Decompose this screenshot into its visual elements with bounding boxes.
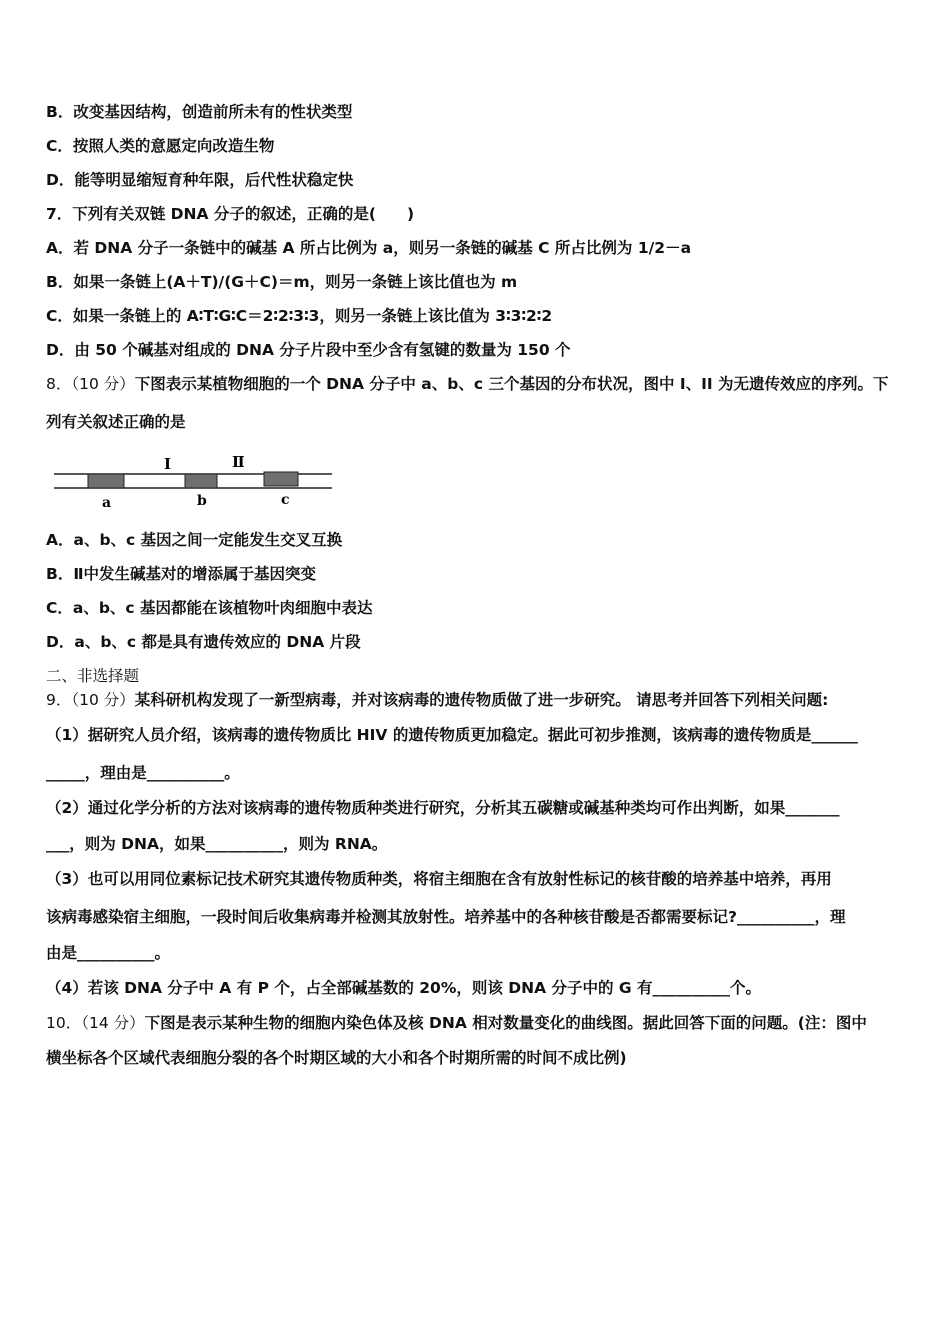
q8-stem-text: 下图表示某植物细胞的一个 DNA 分子中 a、b、c 三个基因的分布状况，图中 I、II 为无遗传效应的序列。下 <box>134 375 889 393</box>
q9-part2-line2: ___，则为 DNA，如果__________，则为 RNA。 <box>46 835 388 853</box>
q8-score: （10 分） <box>71 375 135 393</box>
q10-stem-line2: 横坐标各个区域代表细胞分裂的各个时期区域的大小和各个时期所需的时间不成比例) <box>46 1049 627 1067</box>
q8-option-d: D．a、b、c 都是具有遗传效应的 DNA 片段 <box>46 633 361 651</box>
label-region-II: Ⅱ <box>232 453 245 471</box>
q8-option-b: B．Ⅱ中发生碱基对的增添属于基因突变 <box>46 565 317 583</box>
q7-stem: 7．下列有关双链 DNA 分子的叙述，正确的是( ) <box>46 205 415 223</box>
q6-option-b: B．改变基因结构，创造前所未有的性状类型 <box>46 103 353 121</box>
q9-part3-line1: （3）也可以用同位素标记技术研究其遗传物质种类，将宿主细胞在含有放射性标记的核苷酸的培养基中培养，再用 <box>46 870 832 888</box>
gene-a-segment <box>88 474 124 488</box>
q8-stem-line1 <box>46 373 908 395</box>
q9-stem-text: 某科研机构发现了一新型病毒，并对该病毒的遗传物质做了进一步研究。 请思考并回答下列相关问题: <box>134 691 829 709</box>
q8-stem-line2: 列有关叙述正确的是 <box>46 413 186 431</box>
q9-number: 9． <box>46 691 72 709</box>
q10-score: （14 分） <box>81 1014 145 1032</box>
q9-score: （10 分） <box>71 691 135 709</box>
label-gene-c: c <box>281 492 290 508</box>
q9-part2-line1: （2）通过化学分析的方法对该病毒的遗传物质种类进行研究，分析其五碳糖或碱基种类均可作出判断，如果_______ <box>46 799 840 817</box>
label-gene-b: b <box>197 493 207 509</box>
q9-part3-line2: 该病毒感染宿主细胞，一段时间后收集病毒并检测其放射性。培养基中的各种核苷酸是否都需要标记?__________，理 <box>46 908 846 926</box>
q8-number: 8． <box>46 375 72 393</box>
section-heading: 二、非选择题 <box>46 667 140 685</box>
dna-gene-diagram <box>52 450 334 516</box>
q9-part1-line1: （1）据研究人员介绍，该病毒的遗传物质比 HIV 的遗传物质更加稳定。据此可初步推测，该病毒的遗传物质是______ <box>46 726 858 744</box>
gene-c-segment <box>264 472 298 486</box>
label-gene-a: a <box>102 495 112 511</box>
q9-part3-line3: 由是__________。 <box>46 944 171 962</box>
q7-option-c: C．如果一条链上的 A∶T∶G∶C＝2∶2∶3∶3，则另一条链上该比值为 3∶3∶2∶2 <box>46 307 553 325</box>
q8-option-a: A．a、b、c 基因之间一定能发生交叉互换 <box>46 531 343 549</box>
q6-option-c: C．按照人类的意愿定向改造生物 <box>46 137 275 155</box>
q7-option-d: D．由 50 个碱基对组成的 DNA 分子片段中至少含有氢键的数量为 150 个 <box>46 341 571 359</box>
q10-stem-line1 <box>46 1012 908 1034</box>
q9-part1-line2: _____，理由是__________。 <box>46 764 240 782</box>
q7-option-a: A．若 DNA 分子一条链中的碱基 A 所占比例为 a，则另一条链的碱基 C 所占比例为 1/2－a <box>46 239 692 257</box>
q9-stem <box>46 689 908 711</box>
q9-part4: （4）若该 DNA 分子中 A 有 P 个，占全部碱基数的 20%，则该 DNA 分子中的 G 有__________个。 <box>46 979 761 997</box>
q8-option-c: C．a、b、c 基因都能在该植物叶肉细胞中表达 <box>46 599 373 617</box>
gene-b-segment <box>185 474 217 488</box>
label-region-I: I <box>164 455 172 473</box>
q6-option-d: D．能等明显缩短育种年限，后代性状稳定快 <box>46 171 354 189</box>
q7-option-b: B．如果一条链上(A＋T)/(G＋C)＝m，则另一条链上该比值也为 m <box>46 273 518 291</box>
q10-stem-text: 下图是表示某种生物的细胞内染色体及核 DNA 相对数量变化的曲线图。据此回答下面的问题。(注：图中 <box>144 1014 867 1032</box>
q10-number: 10． <box>46 1014 82 1032</box>
